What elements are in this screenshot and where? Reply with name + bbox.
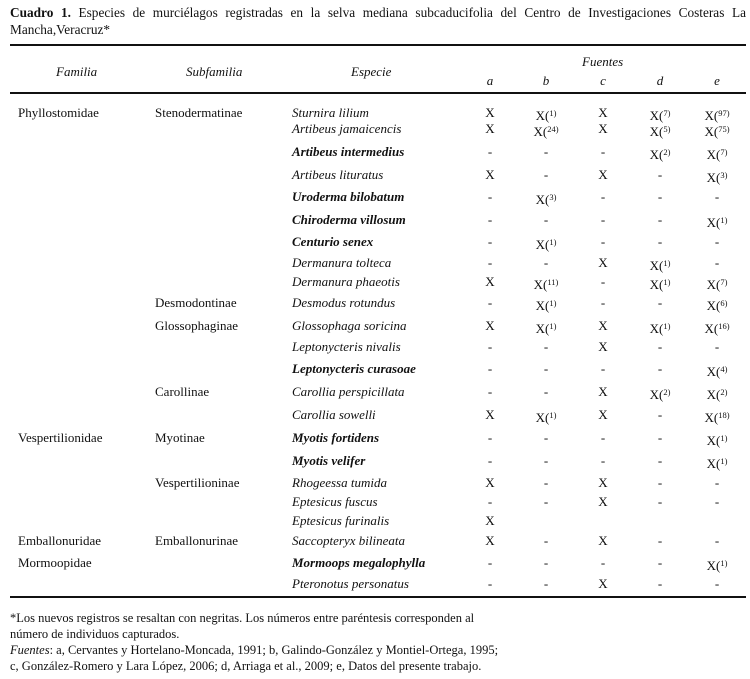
footnote-sources-a-b: : a, Cervantes y Hortelano-Moncada, 1991; b, Galindo-González y Montiel-Ortega, 1995; <box>49 643 499 657</box>
subfamilia-cell: Myotinae <box>155 430 205 445</box>
especie-cell: Saccopteryx bilineata <box>292 533 405 548</box>
source-mark-c: - <box>600 212 606 227</box>
source-mark-a: X <box>485 318 495 333</box>
source-mark-e: X(16) <box>704 321 730 336</box>
source-mark-b: - <box>543 144 549 159</box>
header-rule <box>10 92 746 94</box>
especie-cell: Myotis fortidens <box>292 430 380 445</box>
source-mark-c: X <box>598 167 608 182</box>
especie-cell: Leptonycteris curasoae <box>292 361 416 376</box>
source-mark-e: X(1) <box>706 558 728 573</box>
source-mark-d: - <box>657 212 663 227</box>
source-mark-d: - <box>657 189 663 204</box>
source-mark-d: - <box>657 555 663 570</box>
source-mark-b: - <box>543 494 549 509</box>
source-mark-d: X(5) <box>649 124 671 139</box>
source-mark-b: X(1) <box>535 410 557 425</box>
source-mark-a: - <box>487 576 493 591</box>
subfamilia-cell: Emballonurinae <box>155 533 239 548</box>
header-subfamilia: Subfamilia <box>186 64 243 79</box>
source-mark-a: X <box>485 533 495 548</box>
source-mark-d: - <box>657 234 663 249</box>
table-caption <box>10 4 746 38</box>
source-mark-a: - <box>487 430 493 445</box>
source-mark-a: - <box>487 144 493 159</box>
source-mark-b: - <box>543 167 549 182</box>
source-mark-d: - <box>657 576 663 591</box>
source-mark-c: - <box>600 430 606 445</box>
source-mark-e: X(1) <box>706 215 728 230</box>
source-mark-e: X(1) <box>706 456 728 471</box>
especie-cell: Eptesicus fuscus <box>292 494 378 509</box>
source-mark-e: - <box>714 475 720 490</box>
source-mark-c: - <box>600 361 606 376</box>
especie-cell: Sturnira lilium <box>292 105 369 120</box>
header-fuentes: Fuentes <box>582 54 624 69</box>
especie-cell: Myotis velifer <box>292 453 366 468</box>
familia-cell: Phyllostomidae <box>18 105 99 120</box>
source-mark-c: X <box>598 576 608 591</box>
source-mark-c: X <box>598 494 608 509</box>
header-familia: Familia <box>56 64 98 79</box>
source-mark-e: - <box>714 255 720 270</box>
especie-cell: Centurio senex <box>292 234 374 249</box>
source-mark-e: - <box>714 494 720 509</box>
source-mark-e: X(75) <box>704 124 730 139</box>
footnote-line-1: *Los nuevos registros se resaltan con negritas. Los números entre paréntesis corresponden al <box>10 611 475 625</box>
source-mark-c: - <box>600 555 606 570</box>
source-mark-c: X <box>598 105 608 120</box>
source-mark-c: X <box>598 407 608 422</box>
source-mark-a: X <box>485 121 495 136</box>
source-mark-a: - <box>487 234 493 249</box>
source-mark-a: - <box>487 212 493 227</box>
source-mark-c: X <box>598 475 608 490</box>
source-mark-e: X(6) <box>706 298 728 313</box>
familia-cell: Emballonuridae <box>18 533 102 548</box>
source-mark-a: - <box>487 384 493 399</box>
source-mark-b: - <box>543 212 549 227</box>
source-mark-a: - <box>487 361 493 376</box>
source-mark-a: - <box>487 255 493 270</box>
source-mark-a: X <box>485 167 495 182</box>
footnote-fuentes-label: Fuentes <box>10 643 50 657</box>
source-mark-c: - <box>600 295 606 310</box>
source-mark-e: - <box>714 234 720 249</box>
caption-text: Especies de murciélagos registradas en la selva mediana subcaducifolia del Centro de Investigaciones Costeras La Mancha,Veracruz* <box>10 5 746 37</box>
source-mark-a: - <box>487 494 493 509</box>
footnote-line-4: c, González-Romero y Lara López, 2006; d, Arriaga et al., 2009; e, Datos del presente trabajo. <box>10 659 482 673</box>
especie-cell: Leptonycteris nivalis <box>292 339 401 354</box>
header-source-d: d <box>656 73 664 88</box>
subfamilia-cell: Carollinae <box>155 384 210 399</box>
source-mark-c: X <box>598 384 608 399</box>
source-mark-d: - <box>657 407 663 422</box>
source-mark-b: - <box>543 430 549 445</box>
especie-cell: Carollia sowelli <box>292 407 376 422</box>
source-mark-c: - <box>600 144 606 159</box>
source-mark-a: - <box>487 453 493 468</box>
especie-cell: Eptesicus furinalis <box>292 513 390 528</box>
especie-cell: Dermanura phaeotis <box>292 274 400 289</box>
header-source-b: b <box>542 73 550 88</box>
source-mark-e: X(1) <box>706 433 728 448</box>
header-especie: Especie <box>351 64 392 79</box>
source-mark-b: X(3) <box>535 192 557 207</box>
source-mark-a: - <box>487 339 493 354</box>
source-mark-b: X(1) <box>535 321 557 336</box>
especie-cell: Dermanura tolteca <box>292 255 392 270</box>
source-mark-d: X(1) <box>649 258 671 273</box>
source-mark-d: - <box>657 453 663 468</box>
source-mark-d: - <box>657 167 663 182</box>
source-mark-c: - <box>600 453 606 468</box>
especie-cell: Desmodus rotundus <box>292 295 396 310</box>
source-mark-a: X <box>485 513 495 528</box>
source-mark-b: - <box>543 475 549 490</box>
source-mark-d: X(2) <box>649 387 671 402</box>
source-mark-c: X <box>598 339 608 354</box>
source-mark-b: - <box>543 339 549 354</box>
source-mark-a: X <box>485 105 495 120</box>
source-mark-b: - <box>543 533 549 548</box>
source-mark-b: X(1) <box>535 108 557 123</box>
source-mark-d: X(7) <box>649 108 671 123</box>
footnote-line-2: número de individuos capturados. <box>10 627 180 641</box>
source-mark-c: X <box>598 533 608 548</box>
source-mark-b: - <box>543 453 549 468</box>
familia-cell: Vespertilionidae <box>18 430 103 445</box>
especie-cell: Carollia perspicillata <box>292 384 405 399</box>
source-mark-c: - <box>600 189 606 204</box>
source-mark-d: X(2) <box>649 147 671 162</box>
source-mark-d: - <box>657 339 663 354</box>
source-mark-b: X(1) <box>535 237 557 252</box>
source-mark-a: - <box>487 189 493 204</box>
especie-cell: Mormoops megalophylla <box>292 555 426 570</box>
source-mark-e: X(3) <box>706 170 728 185</box>
source-mark-e: X(4) <box>706 364 728 379</box>
header-source-e: e <box>714 73 720 88</box>
source-mark-a: X <box>485 475 495 490</box>
subfamilia-cell: Glossophaginae <box>155 318 239 333</box>
especie-cell: Pteronotus personatus <box>292 576 409 591</box>
footnote-line-3 <box>10 642 498 658</box>
bottom-rule <box>10 596 746 598</box>
source-mark-b: X(11) <box>533 277 559 292</box>
source-mark-d: - <box>657 295 663 310</box>
source-mark-b: - <box>543 576 549 591</box>
especie-cell: Glossophaga soricina <box>292 318 407 333</box>
source-mark-e: - <box>714 339 720 354</box>
source-mark-b: - <box>543 384 549 399</box>
source-mark-b: - <box>543 555 549 570</box>
source-mark-e: X(97) <box>704 108 730 123</box>
source-mark-d: X(1) <box>649 321 671 336</box>
familia-cell: Mormoopidae <box>18 555 92 570</box>
caption-label: Cuadro 1. <box>10 5 71 20</box>
source-mark-b: - <box>543 361 549 376</box>
source-mark-c: X <box>598 255 608 270</box>
source-mark-a: - <box>487 295 493 310</box>
source-mark-e: X(2) <box>706 387 728 402</box>
source-mark-d: - <box>657 533 663 548</box>
especie-cell: Artibeus lituratus <box>292 167 384 182</box>
subfamilia-cell: Vespertilioninae <box>155 475 240 490</box>
source-mark-e: - <box>714 576 720 591</box>
source-mark-d: - <box>657 494 663 509</box>
especie-cell: Artibeus intermedius <box>292 144 405 159</box>
source-mark-e: - <box>714 189 720 204</box>
subfamilia-cell: Stenodermatinae <box>155 105 243 120</box>
especie-cell: Chiroderma villosum <box>292 212 406 227</box>
source-mark-d: - <box>657 475 663 490</box>
header-source-a: a <box>486 73 494 88</box>
source-mark-c: X <box>598 318 608 333</box>
source-mark-a: - <box>487 555 493 570</box>
source-mark-b: X(1) <box>535 298 557 313</box>
source-mark-d: X(1) <box>649 277 671 292</box>
source-mark-e: X(7) <box>706 147 728 162</box>
source-mark-d: - <box>657 430 663 445</box>
source-mark-c: - <box>600 274 606 289</box>
especie-cell: Rhogeessa tumida <box>292 475 387 490</box>
source-mark-d: - <box>657 361 663 376</box>
source-mark-a: X <box>485 407 495 422</box>
especie-cell: Uroderma bilobatum <box>292 189 405 204</box>
top-rule <box>10 44 746 46</box>
source-mark-c: - <box>600 234 606 249</box>
especie-cell: Artibeus jamaicencis <box>292 121 402 136</box>
source-mark-e: - <box>714 533 720 548</box>
source-mark-c: X <box>598 121 608 136</box>
source-mark-e: X(18) <box>704 410 730 425</box>
source-mark-b: - <box>543 255 549 270</box>
header-source-c: c <box>600 73 606 88</box>
subfamilia-cell: Desmodontinae <box>155 295 237 310</box>
source-mark-e: X(7) <box>706 277 728 292</box>
source-mark-b: X(24) <box>533 124 559 139</box>
source-mark-a: X <box>485 274 495 289</box>
